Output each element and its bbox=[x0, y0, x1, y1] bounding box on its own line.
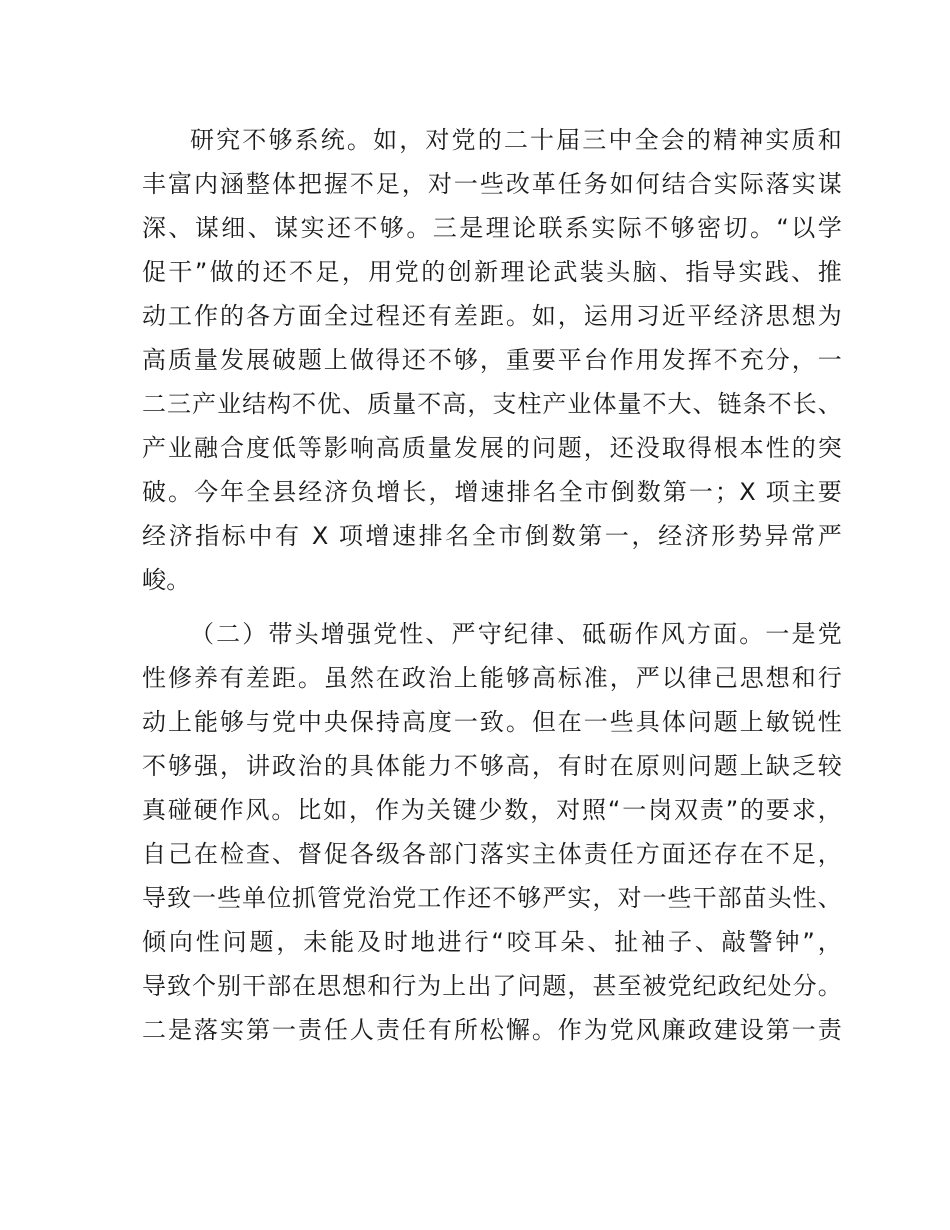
text-line: 峻。 bbox=[142, 566, 191, 594]
document-body bbox=[142, 118, 842, 1052]
text-line: 导致一些单位抓管党治党工作还不够严实，对一些干部苗头性、 bbox=[142, 884, 842, 912]
text-line: 倾向性问题，未能及时地进行“咬耳朵、扯袖子、敲警钟”， bbox=[142, 928, 842, 956]
text-line: 动上能够与党中央保持高度一致。但在一些具体问题上敏锐性 bbox=[142, 708, 842, 736]
text-line: 自己在检查、督促各级各部门落实主体责任方面还存在不足， bbox=[142, 840, 842, 868]
paragraph-1 bbox=[142, 118, 842, 602]
text-line: 促干”做的还不足，用党的创新理论武装头脑、指导实践、推 bbox=[142, 258, 842, 286]
text-line: 经济指标中有 X 项增速排名全市倒数第一，经济形势异常严 bbox=[142, 522, 842, 550]
paragraph-2 bbox=[142, 612, 842, 1052]
paragraph-spacer bbox=[142, 602, 842, 612]
text-line: 动工作的各方面全过程还有差距。如，运用习近平经济思想为 bbox=[142, 302, 842, 330]
text-line: 导致个别干部在思想和行为上出了问题，甚至被党纪政纪处分。 bbox=[142, 972, 842, 1000]
text-line: 性修养有差距。虽然在政治上能够高标准，严以律己思想和行 bbox=[142, 664, 842, 692]
text-line: 二三产业结构不优、质量不高，支柱产业体量不大、链条不长、 bbox=[142, 390, 842, 418]
text-line: 丰富内涵整体把握不足，对一些改革任务如何结合实际落实谋 bbox=[142, 170, 842, 198]
text-line: 破。今年全县经济负增长，增速排名全市倒数第一；X 项主要 bbox=[142, 478, 842, 506]
text-line: 不够强，讲政治的具体能力不够高，有时在原则问题上缺乏较 bbox=[142, 752, 842, 780]
text-line: 真碰硬作风。比如，作为关键少数，对照“一岗双责”的要求， bbox=[142, 796, 842, 824]
text-line: 研究不够系统。如，对党的二十届三中全会的精神实质和 bbox=[190, 126, 842, 154]
text-line: 深、谋细、谋实还不够。三是理论联系实际不够密切。“以学 bbox=[142, 214, 842, 242]
text-line: 高质量发展破题上做得还不够，重要平台作用发挥不充分，一 bbox=[142, 346, 842, 374]
text-line: 二是落实第一责任人责任有所松懈。作为党风廉政建设第一责 bbox=[142, 1016, 842, 1044]
text-line: 产业融合度低等影响高质量发展的问题，还没取得根本性的突 bbox=[142, 434, 842, 462]
text-line: （二）带头增强党性、严守纪律、砥砺作风方面。一是党 bbox=[190, 620, 842, 648]
